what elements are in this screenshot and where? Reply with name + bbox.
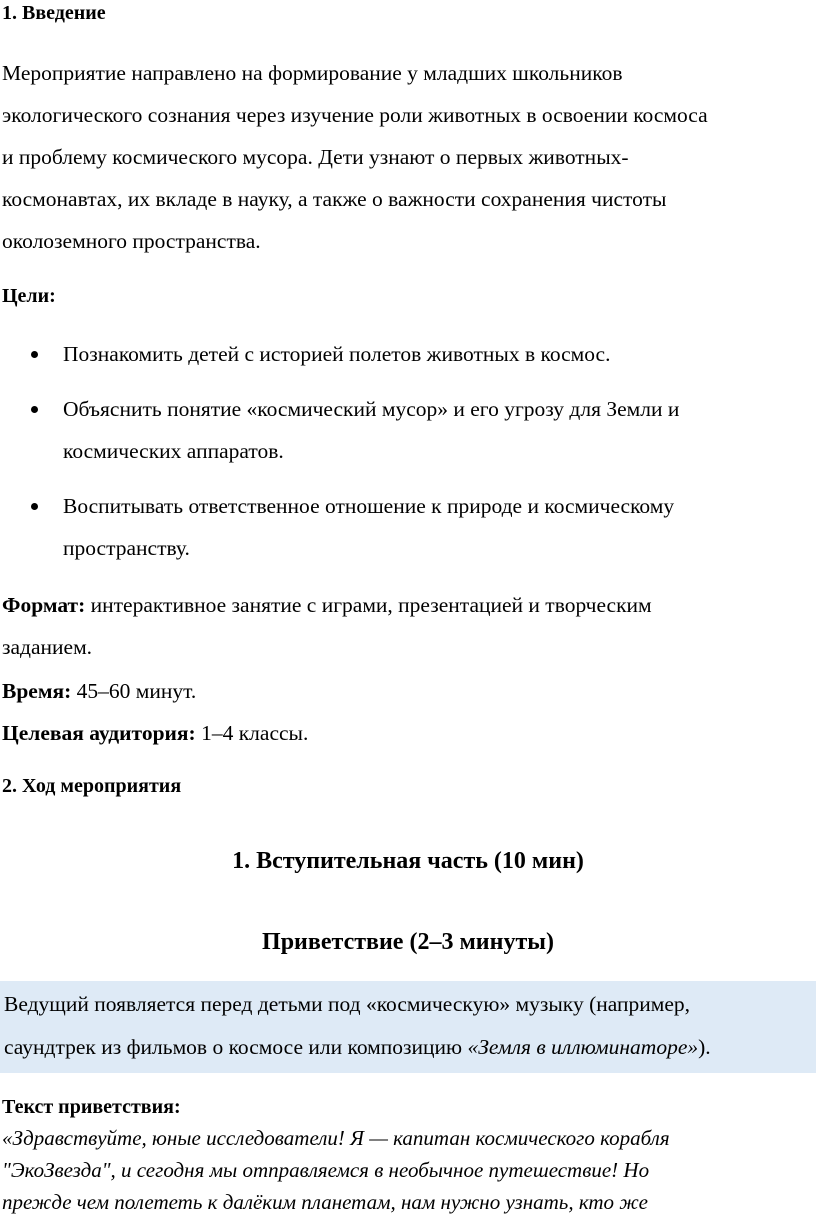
audience-value: 1–4 классы. (195, 721, 309, 745)
greeting-line: «Здравствуйте, юные исследователи! Я — капитан космического корабля (2, 1126, 670, 1150)
highlight-text (4, 983, 812, 1069)
section-title: 1. Вступительная часть (10 мин) (232, 848, 584, 874)
greeting-line: прежде чем полететь к далёким планетам, нам нужно узнать, кто же (2, 1190, 648, 1214)
goal-line: космических аппаратов. (63, 439, 284, 463)
bullet-icon (31, 351, 38, 358)
intro-line: космонавтах, их вкладе в науку, а также о важности сохранения чистоты (2, 187, 667, 211)
time-label: Время: (2, 679, 72, 703)
goal-line: Познакомить детей с историей полетов животных в космос. (63, 342, 611, 366)
audience-label: Целевая аудитория: (2, 721, 196, 745)
intro-heading: 1. Введение (2, 2, 106, 24)
format-value-cont: заданием. (2, 635, 93, 659)
goals-heading: Цели: (2, 285, 56, 307)
highlight-line-end: ). (698, 1035, 711, 1059)
greeting-text (2, 1122, 808, 1218)
goal-line: Объяснить понятие «космический мусор» и его угрозу для Земли и (63, 397, 680, 421)
intro-paragraph (2, 52, 814, 262)
intro-line: Мероприятие направлено на формирование у младших школьников (2, 61, 623, 85)
intro-line: экологического сознания через изучение роли животных в освоении космоса (2, 103, 708, 127)
format-label: Формат: (2, 593, 86, 617)
greeting-line: "ЭкоЗвезда", и сегодня мы отправляемся в необычное путешествие! Но (2, 1158, 650, 1182)
time-row (2, 676, 196, 706)
greeting-heading: Текст приветствия: (2, 1096, 181, 1118)
audience-row (2, 718, 308, 748)
intro-line: околоземного пространства. (2, 229, 261, 253)
section-subtitle: Приветствие (2–3 минуты) (262, 929, 554, 955)
bullet-icon (31, 406, 38, 413)
bullet-icon (31, 503, 38, 510)
time-value: 45–60 минут. (71, 679, 197, 703)
highlight-line-italic: «Земля в иллюминаторе» (467, 1035, 699, 1059)
intro-line: и проблему космического мусора. Дети узнают о первых животных- (2, 145, 629, 169)
highlight-line: Ведущий появляется перед детьми под «космическую» музыку (например, (4, 992, 691, 1016)
goal-line: пространству. (63, 536, 190, 560)
progress-heading: 2. Ход мероприятия (2, 775, 182, 797)
goal-line: Воспитывать ответственное отношение к природе и космическому (63, 494, 675, 518)
highlight-line-plain: саундтрек из фильмов о космосе или композицию (4, 1035, 468, 1059)
format-block (2, 584, 814, 668)
format-value: интерактивное занятие с играми, презентацией и творческим (85, 593, 652, 617)
